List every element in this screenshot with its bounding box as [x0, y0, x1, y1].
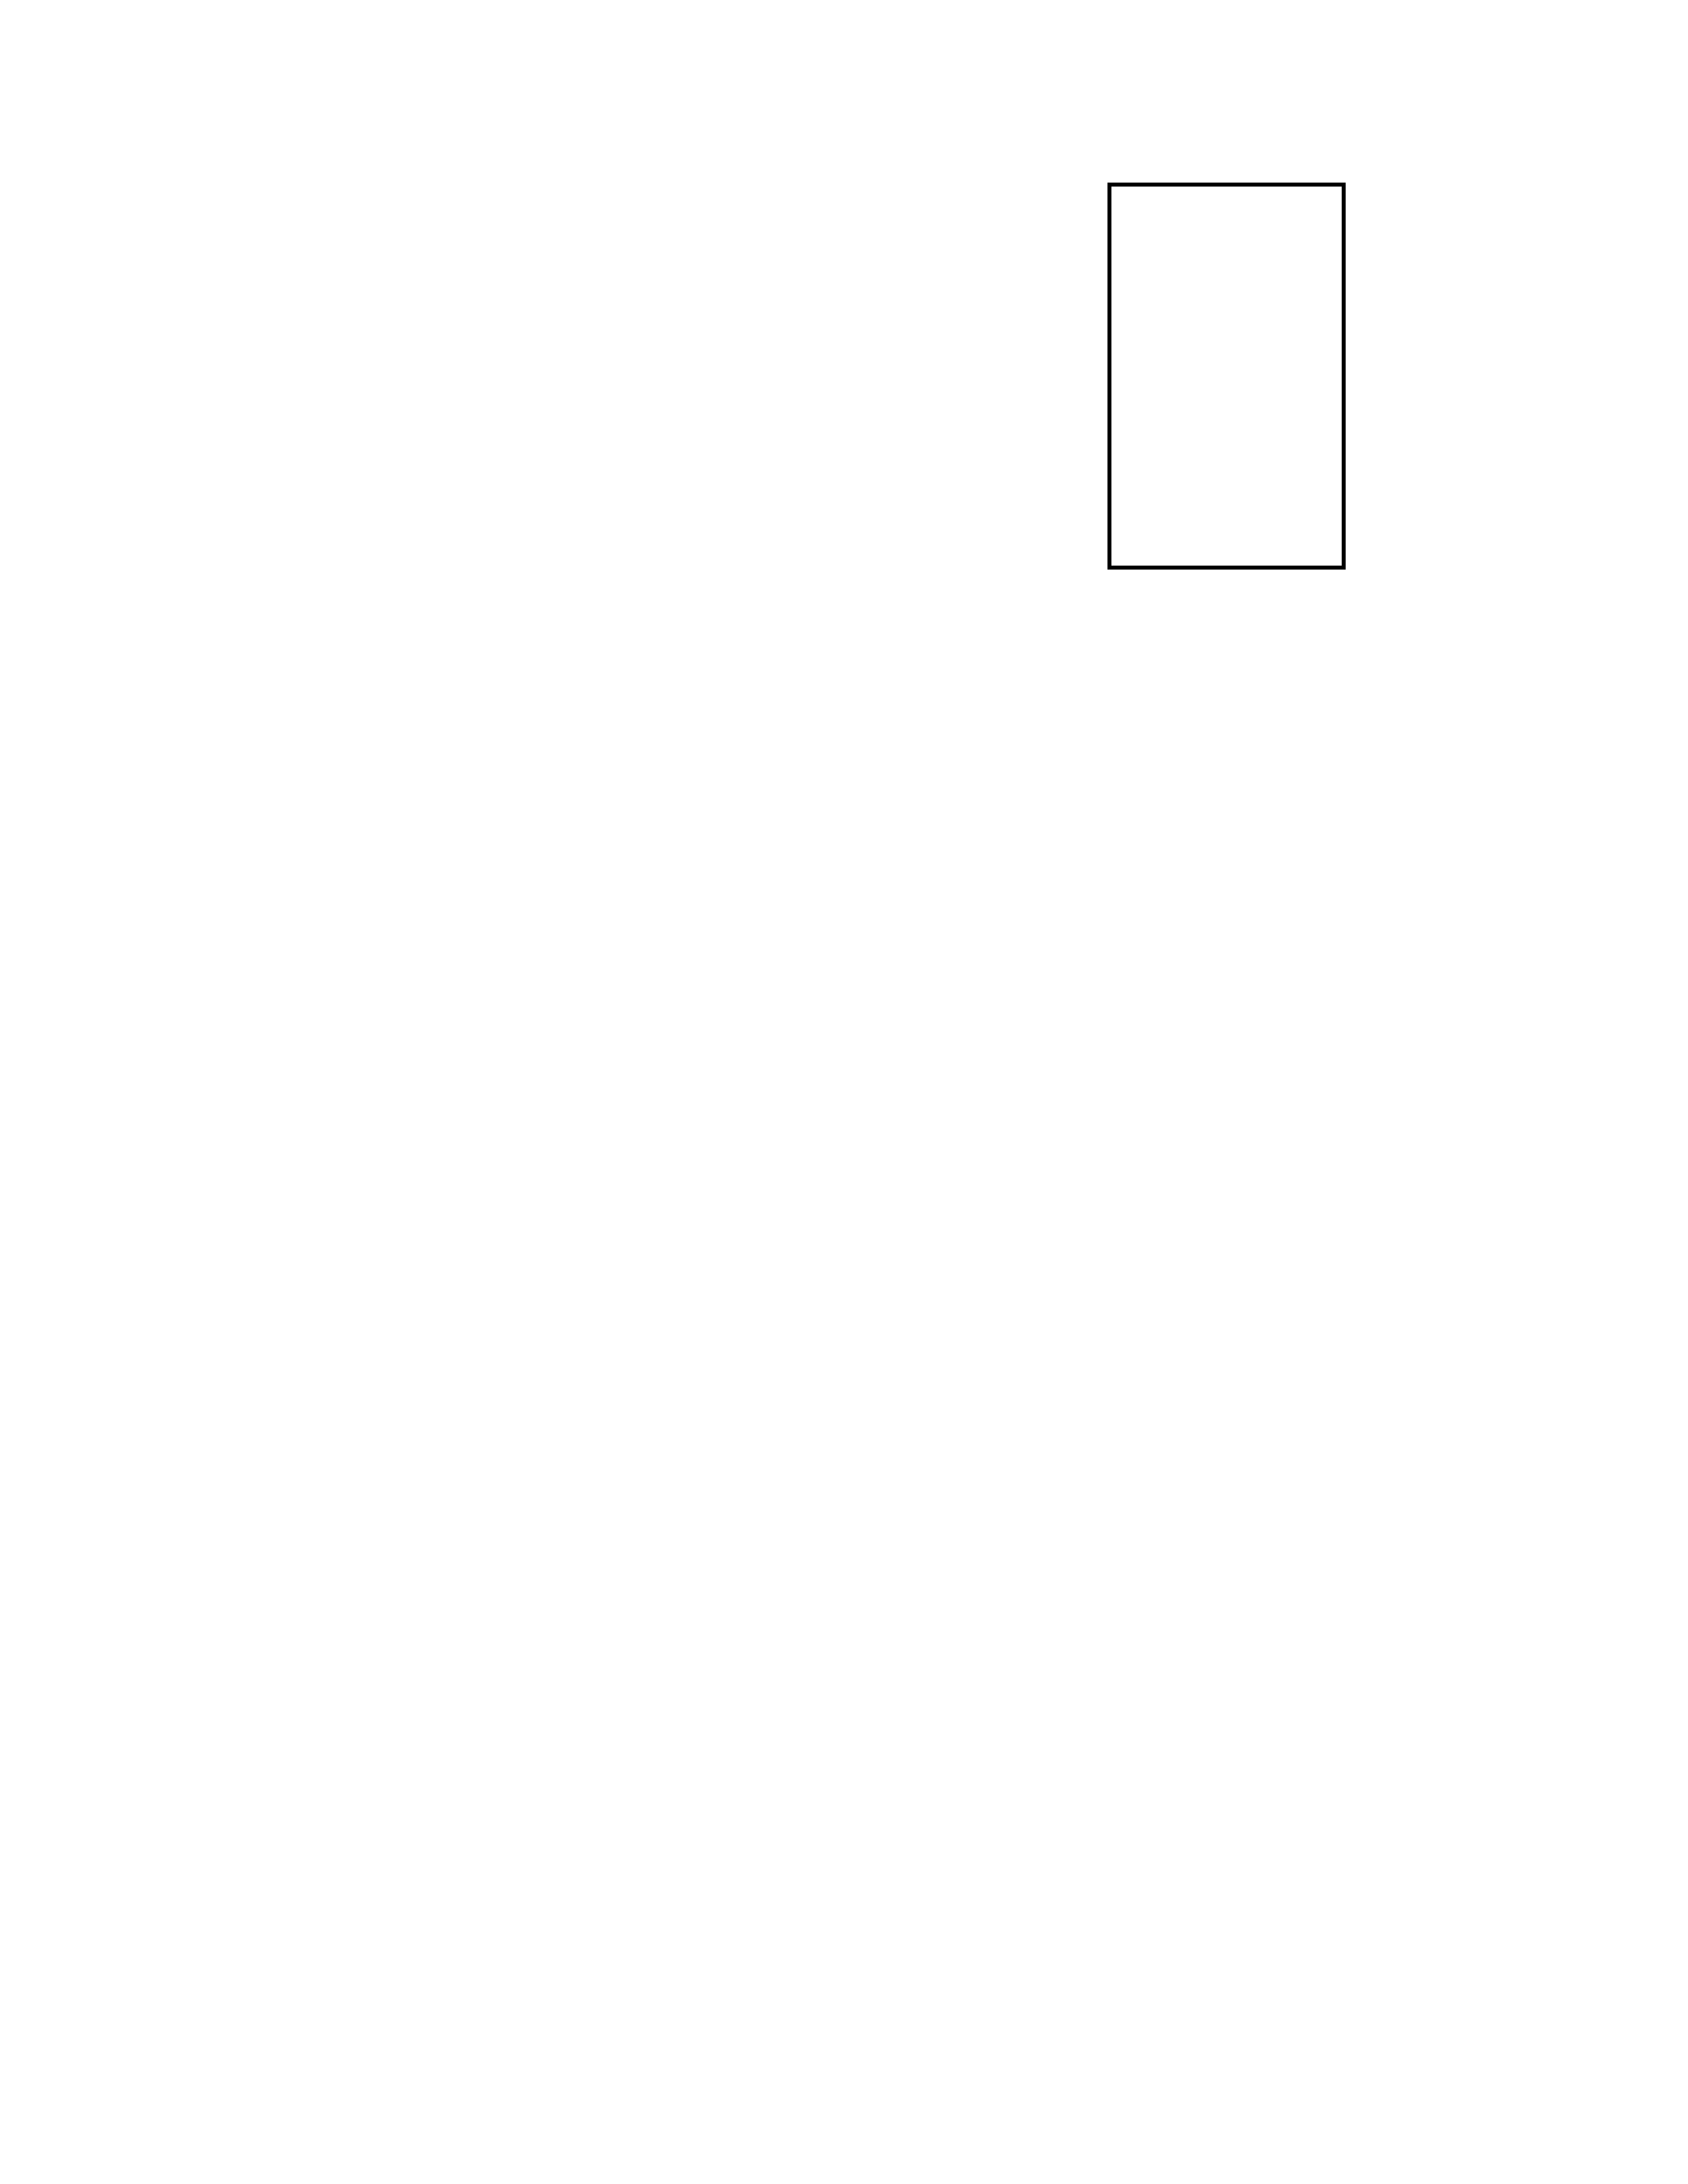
- stair-step-results-box: [1107, 183, 1346, 570]
